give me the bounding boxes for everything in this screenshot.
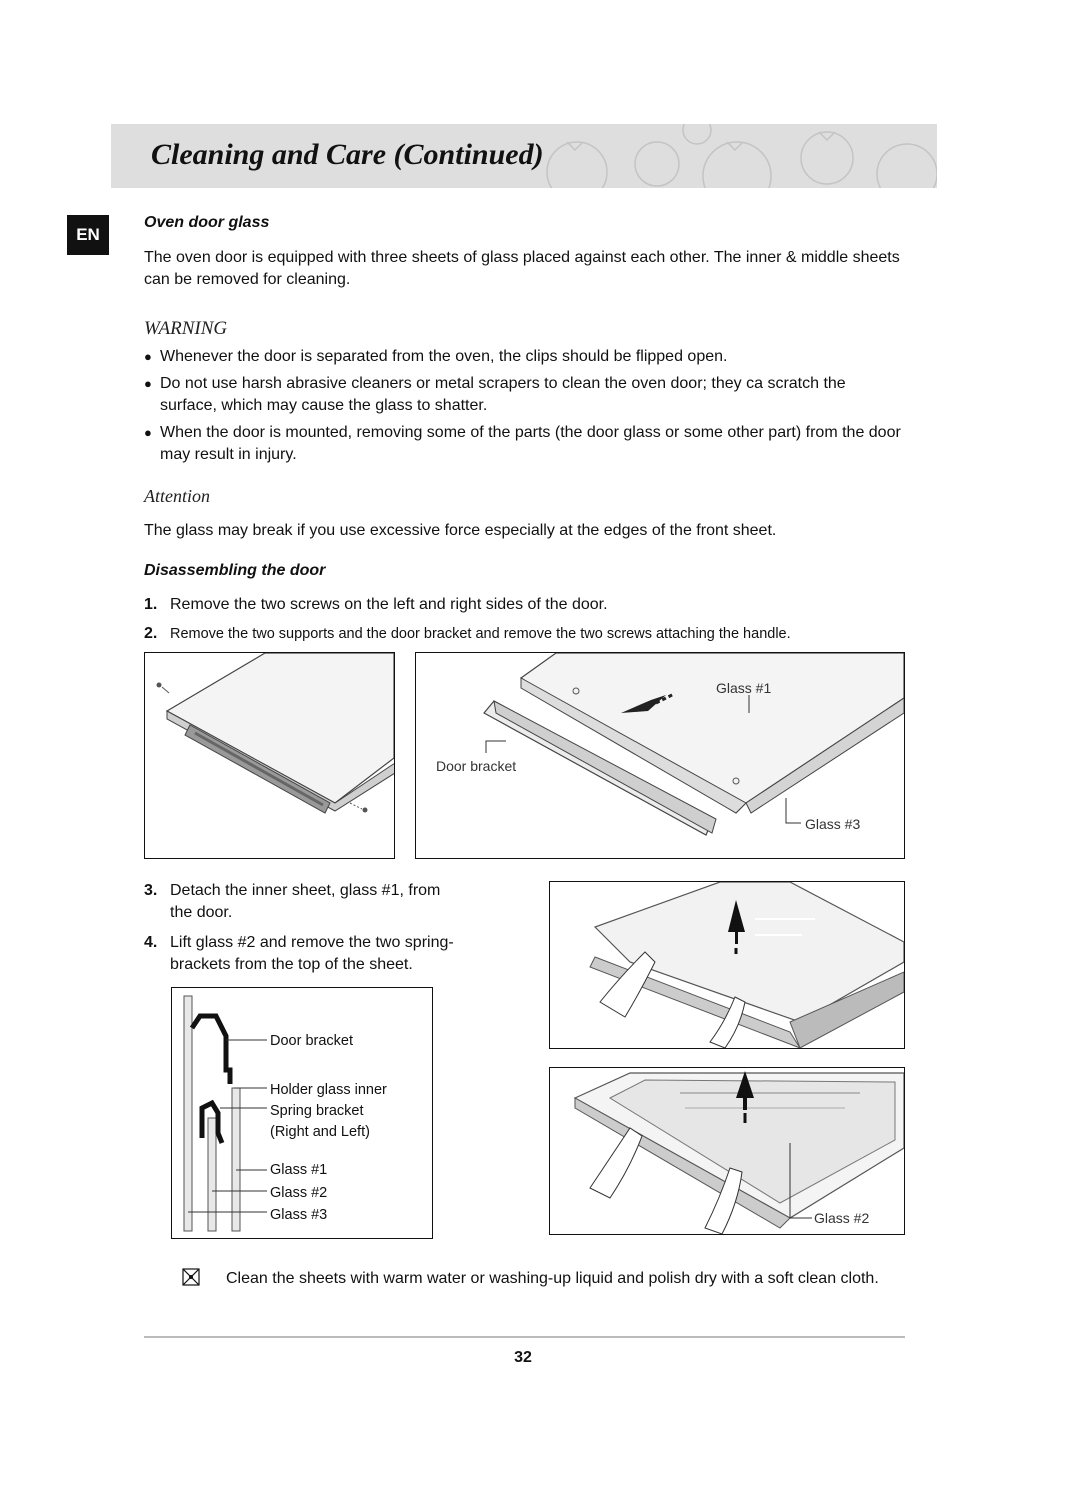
warning-item-text: When the door is mounted, removing some of the parts (the door glass or some other part) from the door may result in injury.: [160, 424, 901, 463]
label-glass1: Glass #1: [716, 680, 772, 696]
step-3: [144, 880, 544, 924]
step-2: [144, 623, 914, 645]
footer-divider: [144, 1336, 905, 1338]
warning-item: [144, 422, 904, 466]
step-1: [144, 594, 904, 616]
step-text: Remove the two supports and the door bracket and remove the two screws attaching the handle.: [170, 626, 791, 642]
page-number: 32: [514, 1349, 532, 1366]
step-text: Remove the two screws on the left and right sides of the door.: [170, 596, 608, 613]
label-holder-glass-inner: Holder glass inner: [270, 1082, 387, 1098]
label-glass2: Glass #2: [270, 1185, 328, 1201]
note-text: Clean the sheets with warm water or washing-up liquid and polish dry with a soft clean cloth.: [226, 1270, 879, 1287]
language-tab: EN: [67, 215, 109, 255]
step-number: 3.: [144, 882, 158, 899]
section-heading-oven-door-glass: Oven door glass: [144, 214, 270, 231]
figure-door-bracket-removal: [415, 652, 905, 859]
step-number: 1.: [144, 596, 158, 613]
door-screws-illustration: [145, 653, 394, 858]
warning-list: [144, 346, 904, 466]
label-right-and-left: (Right and Left): [270, 1124, 370, 1140]
label-door-bracket: Door bracket: [270, 1033, 354, 1049]
warning-item-text: Whenever the door is separated from the oven, the clips should be flipped open.: [160, 348, 728, 365]
note-icon: [182, 1268, 200, 1286]
figure-remove-screws: [144, 652, 395, 859]
tomato-pattern-decoration: [537, 124, 937, 188]
label-spring-bracket: Spring bracket: [270, 1103, 364, 1119]
lift-glass1-illustration: [550, 882, 904, 1048]
door-bracket-illustration: [416, 653, 904, 858]
label-door-bracket: Door bracket: [436, 758, 517, 774]
step-text: Detach the inner sheet, glass #1, from the door.: [170, 882, 441, 921]
attention-text: The glass may break if you use excessive force especially at the edges of the front sheet.: [144, 522, 777, 539]
glass-cross-section-diagram: [172, 988, 432, 1238]
figure-glass-cross-section: [171, 987, 433, 1239]
intro-paragraph: The oven door is equipped with three sheets of glass placed against each other. The inner & middle sheets can be removed for cleaning.: [144, 249, 900, 288]
warning-item: [144, 346, 904, 368]
bullet-icon: ●: [144, 376, 152, 391]
label-glass2: Glass #2: [814, 1210, 870, 1226]
step-text: Lift glass #2 and remove the two spring-brackets from the top of the sheet.: [170, 934, 454, 973]
figure-lift-glass2: [549, 1067, 905, 1235]
step-4: [144, 932, 544, 976]
page-header-banner: [111, 124, 937, 188]
figure-detach-glass1: [549, 881, 905, 1049]
warning-title: WARNING: [144, 318, 228, 339]
section-heading-disassembling: Disassembling the door: [144, 562, 326, 579]
label-glass1: Glass #1: [270, 1162, 328, 1178]
page-title: Cleaning and Care (Continued): [151, 138, 544, 171]
step-number: 2.: [144, 625, 158, 642]
label-glass3: Glass #3: [805, 816, 861, 832]
step-number: 4.: [144, 934, 158, 951]
bullet-icon: ●: [144, 425, 152, 440]
label-glass3: Glass #3: [270, 1207, 328, 1223]
lift-glass2-illustration: [550, 1068, 904, 1234]
bullet-icon: ●: [144, 349, 152, 364]
attention-title: Attention: [144, 486, 210, 506]
warning-item: [144, 373, 904, 417]
warning-item-text: Do not use harsh abrasive cleaners or metal scrapers to clean the oven door; they ca scratch the surface, which may cause the glass to shatter.: [160, 375, 846, 414]
